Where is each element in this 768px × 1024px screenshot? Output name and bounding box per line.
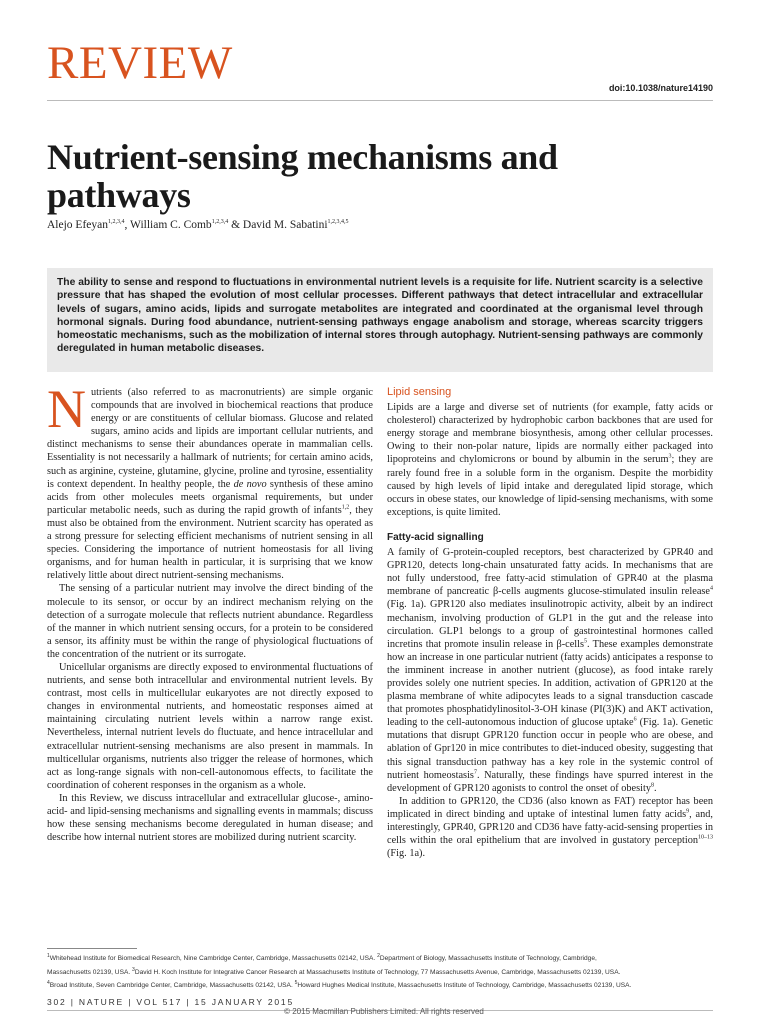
citation: 9	[686, 808, 690, 815]
affiliation-mark: 2	[377, 953, 380, 959]
text-run: David H. Koch Institute for Integrative Cancer Research at Massachusetts Institute of Technology, 77 Massachusetts Avenue, Cambridge, Massachusetts 02139, USA.	[134, 968, 621, 976]
text-run: utrients (also referred to as macronutrients) are simple organic compounds that are involved in biochemical reactions that produce energy or are constituents of cellular biomass. Glucose and related sugars, amino acids and lipids are important cellular nutrients, and distinct mechanisms to sense their abundances operate in mammalian cells. Essentiality is not necessarily a hallmark of nutrients; for certain amino acids, such as arginine, cysteine, glutamine, glycine, proline and tyrosine, essentiality is context dependent. In healthy people, the	[47, 387, 373, 490]
affiliation-line	[47, 951, 717, 965]
affiliation-line	[47, 965, 717, 979]
text-run: Whitehead Institute for Biomedical Research, Nine Cambridge Center, Cambridge, Massachusetts 02142, USA.	[49, 955, 378, 963]
affiliation-mark: 4	[47, 980, 50, 987]
body-paragraph: Unicellular organisms are directly exposed to environmental fluctuations of nutrients, and sense both intracellular and environmental nutrient levels. By contrast, most cells in multicellular eukaryotes are not directly exposed to changes in environmental nutrients, and homeostatic responses aimed at maintaining circulating nutrient levels within a narrow range exist. Nevertheless, internal nutrient levels do fluctuate, and hence intracellular and extracellular nutrient-sensing mechanisms are also present in mammals. In multicellular organisms, nutrients also trigger the release of hormones, which act as long-range signals with non-cell-autonomous effects, to facilitate the coordination of coherent responses in the organism as a whole.	[47, 661, 373, 791]
section-label: REVIEW	[47, 37, 233, 89]
left-column	[47, 379, 373, 844]
affiliation-mark: 1	[47, 953, 50, 959]
author-name: Alejo Efeyan	[47, 219, 108, 231]
body-paragraph	[387, 401, 713, 519]
author-separator: ,	[124, 219, 131, 231]
text-run: .	[653, 782, 657, 794]
author-affiliation: 1,2,3,4	[211, 219, 229, 226]
body-paragraph: In this Review, we discuss intracellular and extracellular glucose-, amino-acid- and lipid-sensing mechanisms and signalling events in mammals; discuss how these sensing mechanisms become deregulated in human disease; and describe how internal nutrient stores are mobilized during nutrient scarcity.	[47, 792, 373, 844]
body-paragraph: The sensing of a particular nutrient may involve the direct binding of the molecule to its sensor, or occur by an indirect mechanism relying on the detection of a surrogate molecule that reflects nutrient abundance. Regardless of the manner in which nutrient sensing occurs, for a protein to be considered a sensor, its affinity must be within the range of physiological fluctuations of the concentration of the nutrient or its surrogate.	[47, 583, 373, 660]
author-separator: &	[228, 219, 243, 231]
italic-text: de novo	[233, 478, 267, 490]
page-folio: 302 | NATURE | VOL 517 | 15 JANUARY 2015	[47, 997, 294, 1007]
abstract-text: The ability to sense and respond to fluctuations in environmental nutrient levels is a requisite for life. Nutrient scarcity is a selective pressure that has shaped the evolution of most cellular processes. Different pathways that detect intracellular and extracellular levels of sugars, amino acids, lipids and surrogate metabolites are integrated and coordinated at the organismal level through hormonal signals. During food abundance, nutrient-sensing pathways engage anabolism and storage, whereas scarcity triggers homeostatic mechanisms, such as the mobilization of internal stores through autophagy. Nutrient-sensing pathways are commonly deregulated in human metabolic diseases.	[57, 277, 703, 355]
citation: 7	[473, 769, 477, 776]
text-run: Howard Hughes Medical Institute, Massachusetts Institute of Technology, Cambridge, Massachusetts 02139, USA.	[297, 982, 632, 990]
copyright-notice: © 2015 Macmillan Publishers Limited. All rights reserved	[284, 1007, 484, 1016]
affiliation-mark: 5	[294, 980, 298, 987]
text-run: . These examples demonstrate how an increase in one particular nutrient (fatty acids) anticipates a response to the imminent increase in another nutrient (glucose), as food intake rarely provides solely one nutrient species. In addition, activation of GPR120 at the plasma membrane of white adipocytes leads to a signal transduction cascade that promotes phosphatidylinositol-3-OH kinase (PI(3)K) and AKT activation, leading to the cell-autonomous induction of glucose uptake	[387, 638, 713, 729]
text-run: ; they are rarely found free in a soluble form in the organism. Despite the morbidity caused by high levels of lipid intake and deregulated lipid storage, which occurs in obese states, our knowledge of lipid-sensing mechanisms, with some exceptions, is quite limited.	[387, 454, 713, 518]
drop-cap: N	[47, 379, 86, 439]
text-run: (Fig. 1a).	[387, 848, 426, 860]
text-run: Department of Biology, Massachusetts Institute of Technology, Cambridge,	[379, 955, 597, 963]
author-name: William C. Comb	[130, 219, 212, 231]
section-heading: Lipid sensing	[387, 386, 452, 398]
text-run: A family of G-protein-coupled receptors, best characterized by GPR40 and GPR120, detects long-chain unsaturated fatty acids. In mechanisms that are not fully understood, free fatty-acid stimulation of GPR40 at the plasma membrane of pancreatic β-cells augments glucose-stimulated insulin release	[387, 547, 713, 598]
right-column	[387, 386, 713, 860]
body-paragraph	[387, 546, 713, 795]
footnote-rule	[47, 948, 137, 949]
text-run: synthesis of these amino acids from other molecules meets organismal requirements, but under particular metabolic needs, such as during the rapid growth of infants	[47, 478, 373, 516]
text-run: , and, interestingly, GPR40, GPR120 and CD36 have fatty-acid-sensing properties in cells within the oral epithelium that are involved in gustatory perception	[387, 808, 713, 847]
text-run: In addition to GPR120, the CD36 (also known as FAT) receptor has been implicated in direct binding and uptake of intestinal lumen fatty acids	[387, 795, 713, 820]
text-run: Broad Institute, Seven Cambridge Center, Cambridge, Massachusetts 02142, USA.	[49, 982, 295, 990]
citation: 1,2	[341, 504, 350, 511]
text-run: . Naturally, these findings have spurred interest in the development of GPR120 agonists to control the onset of obesity	[387, 769, 713, 794]
author-affiliation: 1,2,3,4	[108, 219, 125, 226]
citation: 5	[584, 638, 587, 645]
author-affiliation: 1,2,3,4,5	[327, 219, 349, 226]
citation: 6	[633, 716, 637, 723]
citation: 3	[668, 454, 672, 461]
affiliation-mark: 3	[132, 966, 135, 973]
text-run: (Fig. 1a). GPR120 also mediates insulinotropic activity, albeit by an indirect mechanism, involving production of GLP1 in the gut and the release into circulation. GLP1 belongs to a group of gastrointestinal hormones called incretins that promote insulin release in β-cells	[387, 599, 713, 650]
header-rule	[47, 100, 713, 101]
author-name: David M. Sabatini	[242, 219, 328, 231]
author-list	[47, 219, 349, 231]
article-title: Nutrient-sensing mechanisms and pathways	[47, 137, 558, 215]
text-run: Massachusetts 02139, USA.	[47, 968, 133, 976]
citation: 10–13	[698, 834, 713, 841]
body-paragraph	[387, 795, 713, 860]
affiliations	[47, 951, 717, 992]
abstract-box	[47, 268, 713, 372]
citation: 8	[650, 782, 654, 789]
text-run: (Fig. 1a). Genetic mutations that disrupt GPR120 function occur in people who are obese, and ablation of Gpr120 in mice contributes to diet-induced obesity, suggesting that this signal transduction pathway has a key role in the systemic control of nutrient homeostasis	[387, 717, 714, 781]
text-run: , they must also be obtained from the environment. Nutrient scarcity has operated as a strong pressure for selecting efficient mechanisms of nutrient sensing in all species. Considering the importance of nutrient homeostasis for all living organisms, and for human health in particular, it is surprising that we know relatively little about direct nutrient-sensing mechanisms.	[47, 504, 373, 582]
doi[interactable]: doi:10.1038/nature14190	[608, 83, 713, 93]
affiliation-line	[47, 978, 717, 992]
body-paragraph	[47, 379, 373, 582]
text-run: Lipids are a large and diverse set of nutrients (for example, fatty acids or cholesterol) characterized by hydrophobic carbon backbones that are used for energy storage and membrane biosynthesis, among other cellular processes. Owing to their non-polar nature, lipids are normally either packaged into lipoproteins and chylomicrons or bound by albumin in the serum	[387, 402, 713, 466]
citation: 4	[710, 585, 713, 592]
subsection-heading: Fatty-acid signalling	[387, 531, 484, 543]
